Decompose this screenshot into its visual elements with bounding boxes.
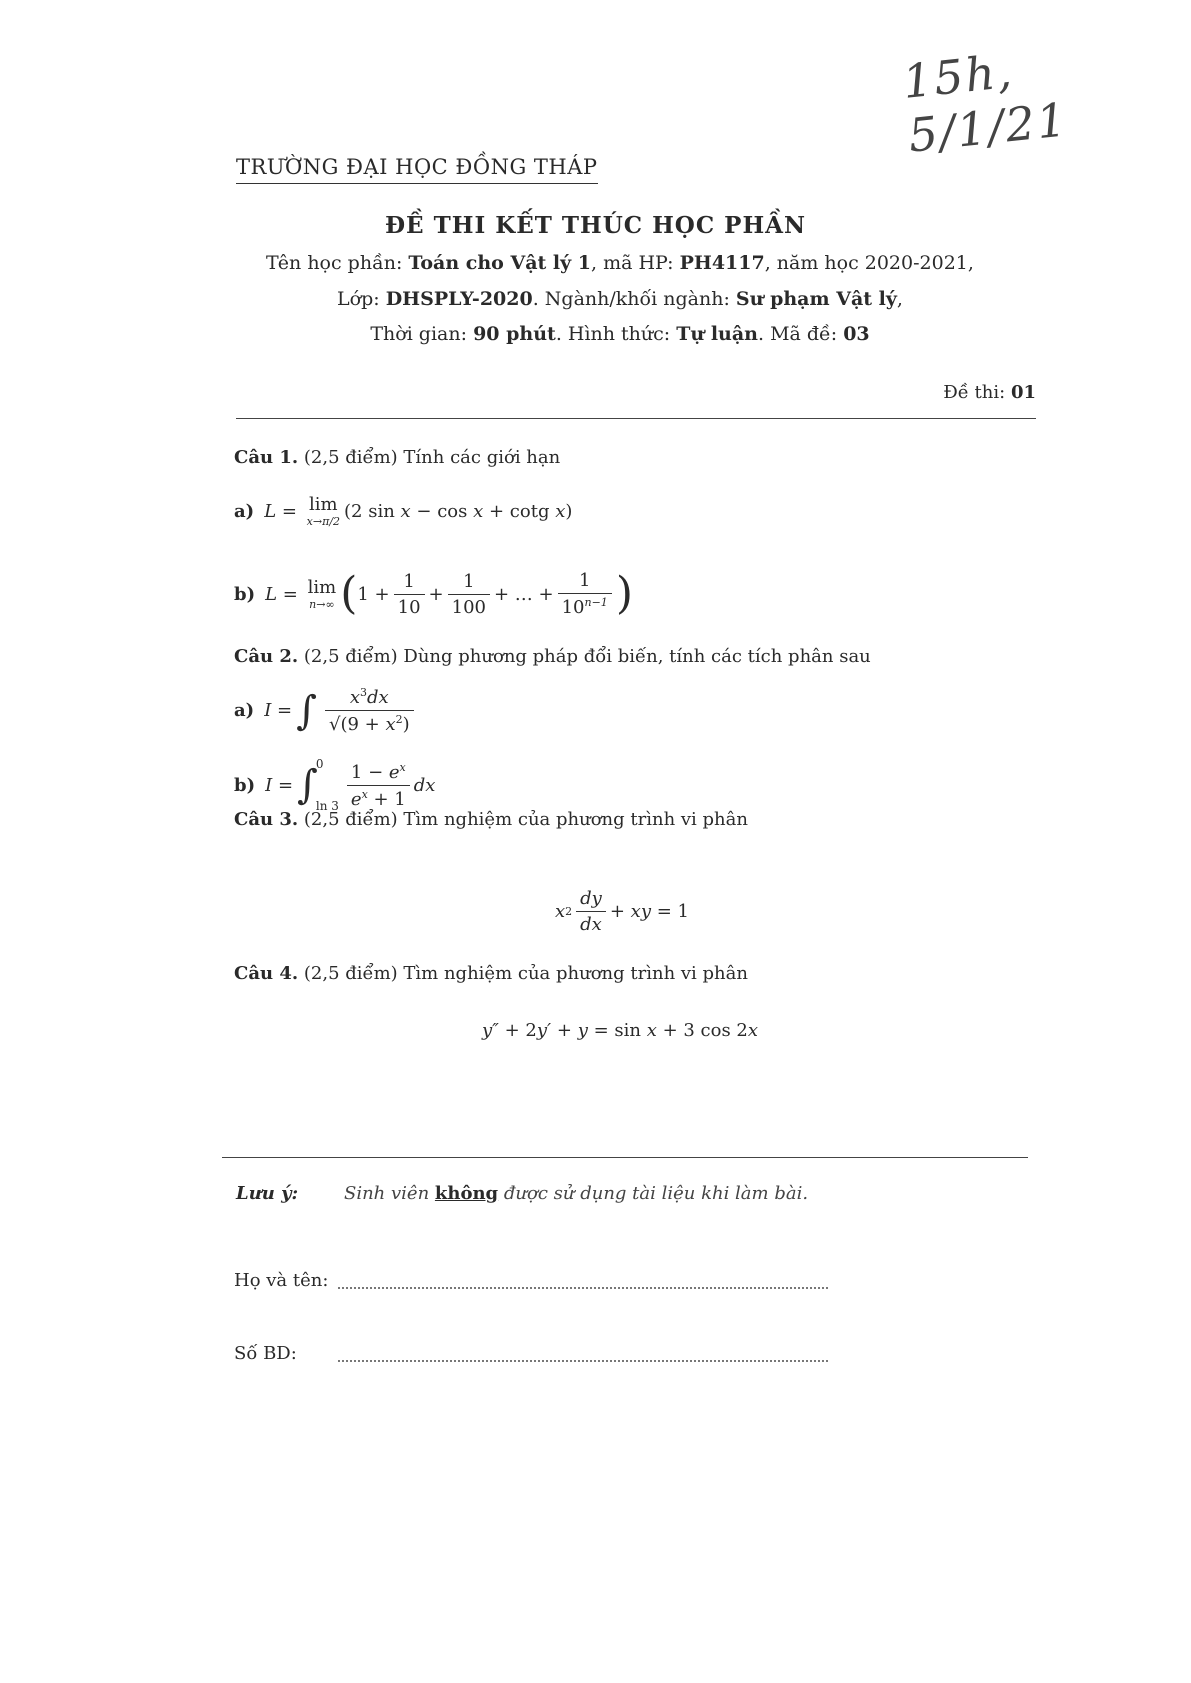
exam-number-value: 01	[1010, 382, 1036, 403]
course-code-label: , mã HP:	[590, 252, 674, 274]
handwritten-date-note: 15h, 5/1/21	[900, 43, 1071, 163]
major-name: Sư phạm Vật lý	[735, 288, 897, 310]
university-name: TRƯỜNG ĐẠI HỌC ĐỒNG THÁP	[236, 155, 598, 184]
code-value: 03	[843, 323, 870, 345]
student-id-field	[234, 1343, 828, 1364]
question-3-text: (2,5 điểm) Tìm nghiệm của phương trình vi phân	[303, 809, 748, 830]
note-emphasis: không	[434, 1183, 499, 1204]
question-2a-formula: a) I = ∫ $\frac{x^3dx}{√(9 + x^2)}$	[234, 686, 418, 735]
major-end: ,	[896, 288, 903, 310]
time-info-line	[180, 323, 1060, 345]
question-4-formula: y″ + 2 y′ + y = sin x + 3 cos 2 x	[482, 1020, 759, 1041]
question-1-label: Câu 1.	[234, 447, 299, 468]
course-code: PH4117	[679, 252, 765, 274]
header-divider	[236, 418, 1036, 419]
exam-number	[943, 382, 1036, 403]
academic-year: , năm học 2020-2021,	[764, 252, 974, 274]
question-3	[234, 809, 748, 830]
part-b-label: b)	[234, 774, 256, 796]
question-2-text: (2,5 điểm) Dùng phương pháp đổi biến, tính các tích phân sau	[303, 646, 871, 667]
time-label: Thời gian:	[370, 323, 468, 345]
part-a-label: a)	[234, 700, 255, 721]
part-b-label: b)	[234, 583, 256, 605]
major-label: . Ngành/khối ngành:	[532, 288, 730, 310]
question-3-formula: x 2 $\frac{dy}{dx}$ + xy = 1	[555, 888, 689, 935]
question-2	[234, 646, 871, 667]
form-label: . Hình thức:	[555, 323, 671, 345]
student-id-blank[interactable]	[338, 1346, 828, 1362]
part-a-label: a)	[234, 500, 255, 522]
note-after: được sử dụng tài liệu khi làm bài.	[503, 1183, 809, 1204]
question-1a-formula: a) L = lim x→π/2 (2 sin x − cos x + cotg x)	[234, 494, 573, 528]
note-text	[344, 1183, 808, 1204]
question-1-text: (2,5 điểm) Tính các giới hạn	[303, 447, 561, 468]
exam-note	[236, 1183, 808, 1204]
student-id-label: Số BD:	[234, 1343, 297, 1364]
class-label: Lớp:	[337, 288, 380, 310]
question-3-label: Câu 3.	[234, 809, 299, 830]
class-name: DHSPLY-2020	[385, 288, 533, 310]
question-4-label: Câu 4.	[234, 963, 299, 984]
question-1b-formula: b) L = lim n→∞ ( 1 + $\frac{1}{10}$ + $\frac{1}{100}$ + … + $\frac{1}{10^{n-1}}$ )	[234, 568, 633, 619]
class-info-line	[180, 288, 1060, 310]
footer-divider	[222, 1157, 1028, 1158]
note-before: Sinh viên	[344, 1183, 430, 1204]
question-4-text: (2,5 điểm) Tìm nghiệm của phương trình vi phân	[303, 963, 748, 984]
question-4	[234, 963, 748, 984]
student-name-field	[234, 1270, 828, 1291]
exam-title: ĐỀ THI KẾT THÚC HỌC PHẦN	[384, 212, 807, 239]
form-value: Tự luận	[676, 323, 758, 345]
time-value: 90 phút	[473, 323, 556, 345]
course-info-line	[180, 252, 1060, 274]
question-2b-formula: b) I = ∫ 0 ln 3 $\frac{1 - e^x}{e^x + 1}$ dx	[234, 757, 436, 813]
course-name: Toán cho Vật lý 1	[408, 252, 591, 274]
student-name-blank[interactable]	[338, 1273, 828, 1289]
code-label: . Mã đề:	[757, 323, 838, 345]
exam-number-label: Đề thi:	[943, 382, 1006, 403]
student-name-label: Họ và tên:	[234, 1270, 329, 1291]
course-label: Tên học phần:	[266, 252, 403, 274]
question-2-label: Câu 2.	[234, 646, 299, 667]
note-label: Lưu ý:	[236, 1183, 299, 1204]
question-1	[234, 447, 560, 468]
